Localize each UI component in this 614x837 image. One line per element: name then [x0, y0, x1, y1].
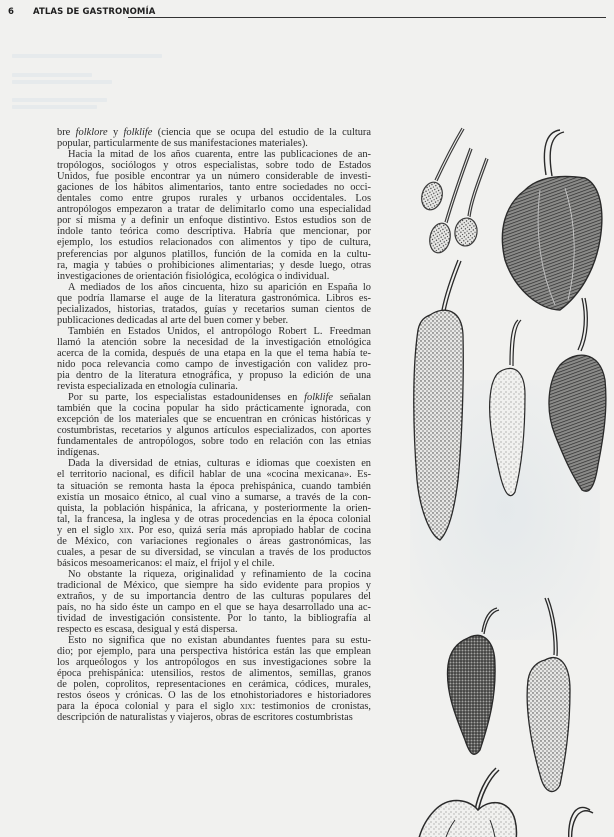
text-line: No obstante la riqueza, originalidad y refinamiento de la cocina	[68, 568, 371, 580]
chile-illustration	[400, 120, 614, 837]
text-line: que podría llamarse el auge de la literatura gastronómica. Libros es-	[57, 292, 371, 304]
page-header	[8, 7, 606, 27]
text-line: por sí misma y a definir un enfoque distintivo. Estos estudios son de	[57, 215, 371, 227]
text-line: nido poca relevancia como campo de investigación con validez pro-	[57, 358, 371, 370]
text-line: pecializados, historias, tratados, guías y recetarios suman cientos de	[57, 303, 371, 315]
running-title: ATLAS DE GASTRONOMÍA	[33, 7, 158, 17]
text-line: gaciones de los hábitos alimentarios, tanto entre sociedades no occi-	[57, 182, 371, 194]
text-line: ejemplo, los estudios relacionados con alimentos y tipo de cultura,	[57, 237, 371, 249]
text-line: Esto no significa que no existan abundantes fuentes para su estu-	[68, 635, 371, 647]
paragraph	[57, 569, 371, 635]
text-line: quista, la población hispánica, la africana, y posteriormente la orien-	[57, 502, 371, 514]
paragraph	[57, 149, 371, 282]
light-jalapeno-chile-icon	[490, 320, 525, 496]
habanero-chile-icon	[416, 768, 517, 837]
small-round-chile-3-icon	[453, 158, 488, 247]
long-serrano-chile-icon	[527, 598, 570, 792]
body-text-column	[57, 127, 371, 724]
text-line: restos óseos y crónicas. O las de los etnohistoriadores e historiadores	[57, 690, 371, 702]
small-round-chile-1-icon	[419, 128, 464, 212]
text-line: fundamentales de antropólogos, sobre todo en relación con las etnias	[57, 436, 371, 448]
text-line: el territorio nacional, es difícil hablar de una «cocina mexicana». Es-	[57, 469, 371, 481]
text-line: revista especializada en etnología culinaria.	[57, 381, 238, 393]
text-line: los arqueólogos y los antropólogos en sus investigaciones sobre la	[57, 657, 371, 669]
text-line: preferencias por algunos platillos, función de la comida en la cultu-	[57, 248, 371, 260]
text-line: dentales como entre grupos rurales y urbanos occidentales. Los	[57, 193, 371, 205]
paragraph	[57, 458, 371, 568]
page-number: 6	[8, 7, 14, 17]
text-line: pia dentro de la literatura etnográfica, y propuso la edición de una	[57, 370, 371, 382]
text-line: tropólogos, sociólogos y otros especialistas, sobre todo de Estados	[57, 160, 371, 172]
text-line: tividad de investigación consistente. Por lo tanto, la bibliografía al	[57, 613, 371, 625]
text-line: básicos mesoamericanos: el maíz, el frijol y el chile.	[57, 557, 275, 569]
text-line: tradicional de México, que siempre ha sido evidente para propios y	[57, 579, 371, 591]
dark-wrinkled-chile-icon	[447, 608, 499, 754]
text-line: investigaciones de orientación fisiológica, ecológica o individual.	[57, 270, 330, 282]
text-line: Unidos, fue posible encontrar ya un número considerable de investi-	[57, 171, 371, 183]
dried-ancho-chile-icon	[502, 130, 602, 310]
paragraph	[57, 127, 371, 149]
text-line: popular, particularmente de sus manifestaciones materiales).	[57, 138, 308, 150]
text-line: Dada la diversidad de etnias, culturas e idiomas que coexisten en	[68, 458, 371, 470]
paragraph	[57, 282, 371, 326]
long-stippled-chile-icon	[414, 260, 464, 540]
text-line: bre folklore y folklife (ciencia que se ocupa del estudio de la cultura	[57, 127, 372, 138]
paragraph	[57, 635, 371, 723]
header-rule	[128, 17, 606, 18]
text-line: respecto es escasa, desigual y está dispersa.	[57, 624, 238, 636]
text-line: indígenas.	[57, 447, 100, 459]
text-line: A mediados de los años cincuenta, hizo su aparición en España lo	[68, 281, 371, 293]
text-line: país, no ha sido éste un campo en el que se haya desarrollado una ac-	[57, 602, 371, 614]
paragraph	[57, 326, 371, 392]
round-cascabel-chile-icon	[539, 807, 608, 837]
text-line: acerca de la comida, después de una etapa en la que el tema había te-	[57, 347, 371, 359]
text-line: índole tanto teórica como descriptiva. Habría que mencionar, por	[57, 226, 371, 238]
text-line: cuales, a pesar de su diversidad, se vinculan a través de los productos	[57, 546, 371, 558]
dried-pasilla-chile-icon	[549, 298, 606, 491]
text-line: dio; por ejemplo, para una perspectiva histórica están las que emplean	[57, 646, 371, 658]
text-line: llamó la atención sobre la necesidad de la investigación etnológica	[57, 336, 371, 348]
text-line: excepción de los materiales que se encuentran en crónicas históricas y	[57, 414, 371, 426]
text-line: También en Estados Unidos, el antropólogo Robert L. Freedman	[68, 325, 371, 337]
text-line: ta situación se remonta hasta la época prehispánica, cuando también	[57, 480, 371, 492]
text-line: ra, magia y tabúes o prohibiciones alimentarias; y desde luego, otras	[57, 259, 371, 271]
text-line: tal, la francesa, la inglesa y de otras procedencias en la época colonial	[57, 513, 371, 525]
text-line: publicaciones dedicadas al arte del buen comer y beber.	[57, 314, 289, 326]
text-line: costumbristas, recetarios y algunos artículos especializados, con aportes	[57, 425, 371, 437]
text-line: Hacia la mitad de los años cuarenta, entre las publicaciones de an-	[68, 149, 371, 161]
text-line: para la época colonial y para el siglo xix: testimonios de cronistas,	[57, 701, 372, 713]
paragraph	[57, 392, 371, 458]
text-line: de México, con variaciones regionales o áreas gastronómicas, las	[57, 535, 371, 547]
text-line: descripción de naturalistas y viajeros, obras de escritores costumbristas	[57, 712, 353, 724]
text-line: existía un mosaico étnico, al cual vino a sumarse, a través de la con-	[57, 491, 371, 503]
text-line: extraños, y de su importancia dentro de las culturas populares del	[57, 590, 371, 602]
text-line: antropólogos empezaron a tratar de delimitarlo como una especialidad	[57, 204, 371, 216]
text-line: época prehispánica: utensilios, restos de alimentos, semillas, granos	[57, 668, 371, 680]
text-line: también que la cocina popular ha sido prácticamente ignorada, con	[57, 403, 371, 415]
text-line: de polen, coprolitos, representaciones en cerámica, códices, murales,	[57, 679, 371, 691]
text-line: Por su parte, los especialistas estadounidenses en folklife señalan	[68, 392, 371, 404]
text-line: y en el siglo xix. Por eso, quizá sería más apropiado hablar de cocina	[57, 524, 371, 536]
